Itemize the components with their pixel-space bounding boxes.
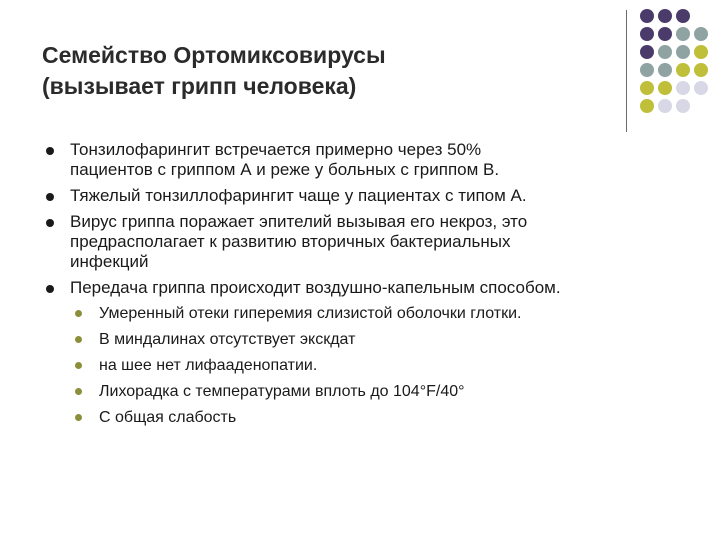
bullet-text: Тяжелый тонзиллофарингит чаще у пациентах с типом А.	[70, 186, 527, 205]
decor-dot	[676, 81, 690, 95]
decor-dot	[676, 9, 690, 23]
decor-dot	[640, 9, 654, 23]
bullet-icon	[46, 193, 54, 201]
bullet-item	[46, 212, 706, 272]
bullet-item	[46, 140, 706, 180]
sub-bullet-text: С общая слабость	[99, 409, 237, 426]
sub-bullet-icon	[75, 388, 82, 395]
sub-bullet-text: В миндалинах отсутствует экскдат	[99, 331, 356, 348]
bullet-item	[46, 278, 706, 298]
decor-dot	[676, 45, 690, 59]
sub-bullet-icon	[75, 310, 82, 317]
title-line-1: Семейство Ортомиксовирусы	[42, 42, 386, 68]
decor-dot	[640, 63, 654, 77]
decor-dot	[658, 45, 672, 59]
sub-bullet-item	[46, 381, 706, 402]
sub-bullet-text: на шее нет лифааденопатии.	[99, 357, 318, 374]
slide-title	[42, 40, 602, 102]
bullet-item	[46, 186, 706, 206]
sub-bullet-icon	[75, 414, 82, 421]
decor-dot	[676, 27, 690, 41]
bullet-text: инфекций	[70, 252, 149, 271]
sub-bullet-text: Умеренный отеки гиперемия слизистой оболочки глотки.	[99, 305, 522, 322]
decor-dot	[694, 45, 708, 59]
bullet-text: предрасполагает к развитию вторичных бактериальных	[70, 232, 511, 251]
decor-dot	[658, 81, 672, 95]
decor-dot	[640, 81, 654, 95]
bullet-text: Передача гриппа происходит воздушно-капельным способом.	[70, 278, 561, 297]
sub-bullet-item	[46, 303, 706, 324]
sub-bullet-icon	[75, 362, 82, 369]
bullet-icon	[46, 285, 54, 293]
decor-dot	[694, 63, 708, 77]
decor-dot	[658, 27, 672, 41]
divider-line	[626, 10, 627, 132]
bullet-icon	[46, 147, 54, 155]
bullet-text: Вирус гриппа поражает эпителий вызывая его некроз, это	[70, 212, 528, 231]
title-line-2: (вызывает грипп человека)	[42, 73, 357, 99]
sub-bullet-item	[46, 329, 706, 350]
decor-dot	[676, 99, 690, 113]
decor-dot	[694, 27, 708, 41]
bullet-text: пациентов с гриппом А и реже у больных с гриппом В.	[70, 160, 500, 179]
sub-bullet-item	[46, 355, 706, 376]
bullet-icon	[46, 219, 54, 227]
sub-bullet-item	[46, 407, 706, 428]
decor-dot	[658, 9, 672, 23]
decor-dot	[640, 45, 654, 59]
bullet-text: Тонзилофарингит встречается примерно через 50%	[70, 140, 482, 159]
decor-dot	[676, 63, 690, 77]
dot-grid-decoration	[640, 9, 720, 119]
decor-dot	[658, 99, 672, 113]
bullet-list	[46, 140, 706, 428]
sub-bullet-icon	[75, 336, 82, 343]
decor-dot	[640, 27, 654, 41]
decor-dot	[640, 99, 654, 113]
decor-dot	[658, 63, 672, 77]
sub-bullet-text: Лихорадка с температурами вплоть до 104°F/40°	[99, 383, 465, 400]
decor-dot	[694, 81, 708, 95]
